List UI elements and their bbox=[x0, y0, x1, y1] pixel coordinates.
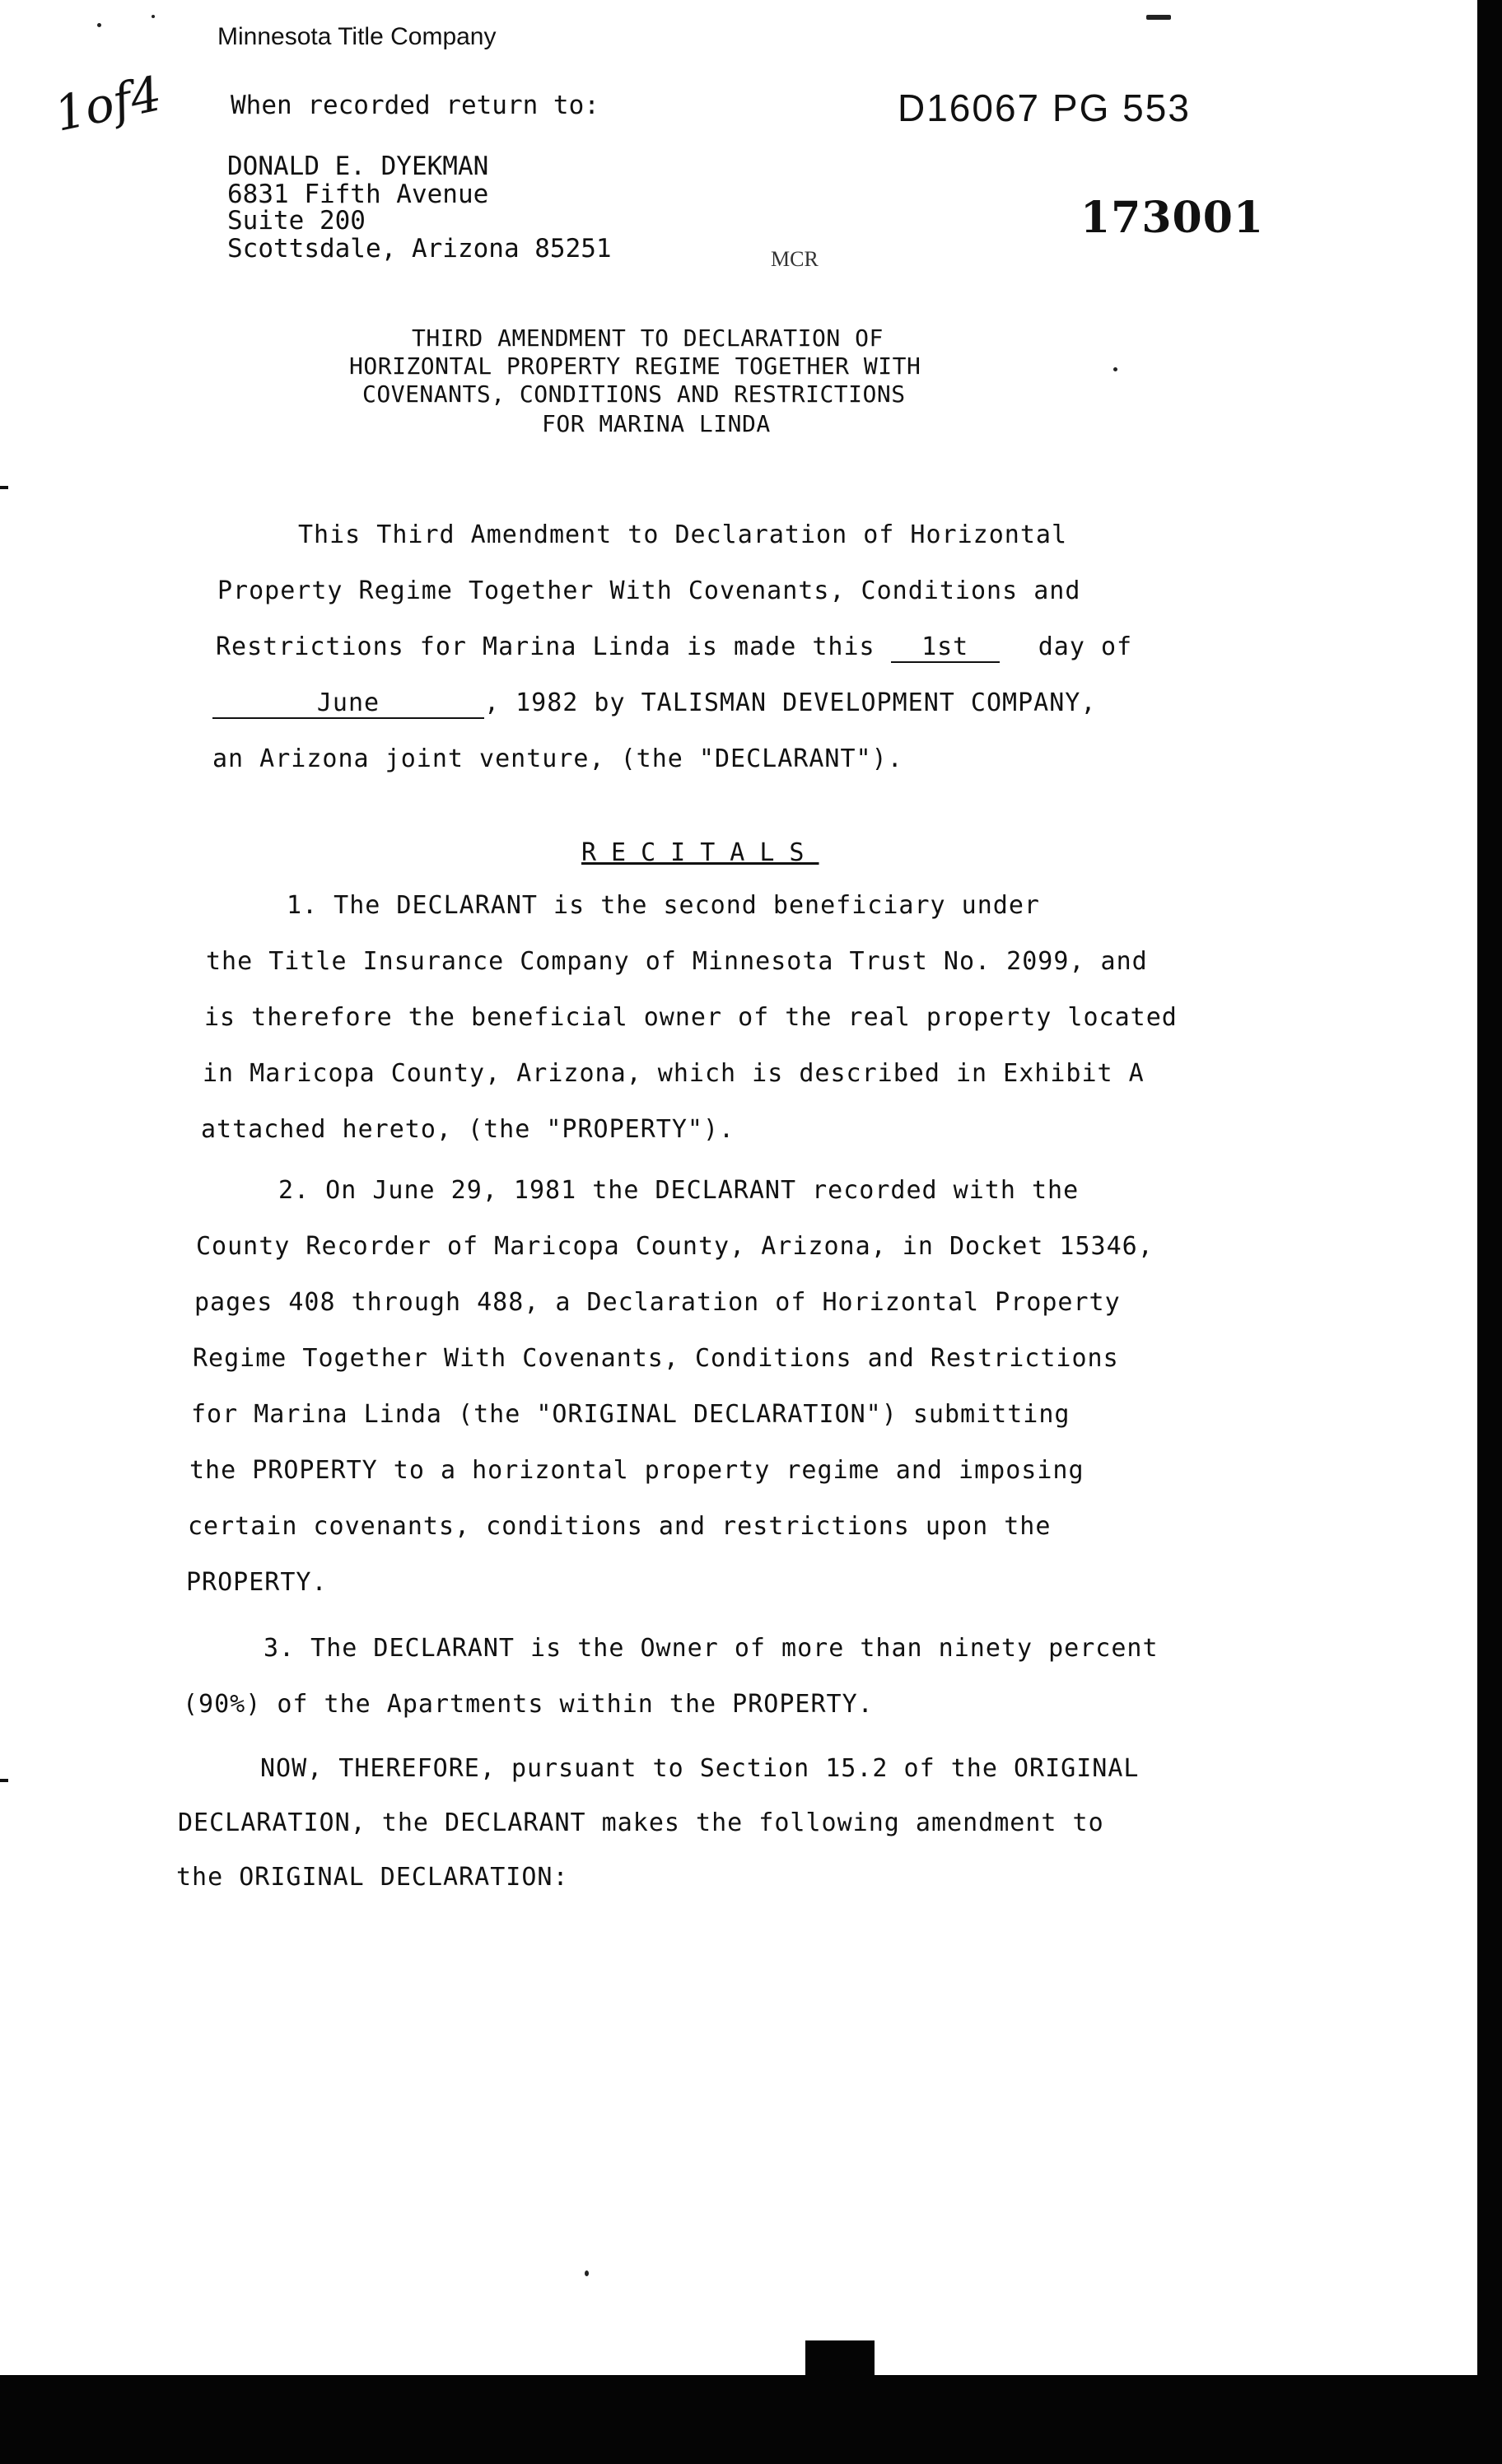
day-fill-in: 1st bbox=[891, 632, 1000, 663]
speck bbox=[1146, 15, 1171, 20]
intro-line-2: Property Regime Together With Covenants, Conditions and bbox=[217, 576, 1081, 605]
intro-line-4-text: , 1982 by TALISMAN DEVELOPMENT COMPANY, bbox=[484, 688, 1097, 717]
addressee-city: Scottsdale, Arizona 85251 bbox=[227, 234, 612, 264]
scan-artifact-notch bbox=[805, 2340, 875, 2464]
addressee-name: DONALD E. DYEKMAN bbox=[227, 152, 489, 181]
recorder-stamp: MCR bbox=[771, 247, 819, 271]
recital-2-line: pages 408 through 488, a Declaration of Horizontal Property bbox=[194, 1288, 1121, 1317]
recital-3-line: (90%) of the Apartments within the PROPERTY. bbox=[183, 1690, 874, 1719]
now-therefore-line: DECLARATION, the DECLARANT makes the following amendment to bbox=[178, 1808, 1104, 1837]
return-to-label: When recorded return to: bbox=[231, 91, 599, 120]
speck bbox=[97, 23, 101, 27]
document-title-line-4: FOR MARINA LINDA bbox=[542, 410, 771, 437]
speck bbox=[152, 15, 155, 18]
now-therefore-line: NOW, THEREFORE, pursuant to Section 15.2 of the ORIGINAL bbox=[260, 1754, 1140, 1783]
recital-1-line: is therefore the beneficial owner of the real property located bbox=[204, 1003, 1178, 1032]
intro-line-3-day-of: day of bbox=[1038, 632, 1133, 661]
recital-1-line: attached hereto, (the "PROPERTY"). bbox=[201, 1115, 735, 1144]
scan-border-bottom bbox=[0, 2375, 1502, 2464]
scan-border-right bbox=[1477, 0, 1502, 2464]
handwritten-page-mark: 1of4 bbox=[49, 65, 166, 142]
addressee-suite: Suite 200 bbox=[227, 206, 366, 236]
document-title-line-3: COVENANTS, CONDITIONS AND RESTRICTIONS bbox=[362, 380, 906, 408]
recital-2-line: certain covenants, conditions and restrictions upon the bbox=[188, 1512, 1052, 1541]
recital-1-line: 1. The DECLARANT is the second beneficiary under bbox=[287, 891, 1040, 920]
recital-2-line: PROPERTY. bbox=[186, 1568, 328, 1597]
speck bbox=[585, 2270, 589, 2276]
recital-2-line: the PROPERTY to a horizontal property regime and imposing bbox=[189, 1456, 1085, 1485]
now-therefore-line: the ORIGINAL DECLARATION: bbox=[176, 1863, 569, 1892]
document-title-line-1: THIRD AMENDMENT TO DECLARATION OF bbox=[412, 324, 884, 352]
title-company-stamp: Minnesota Title Company bbox=[217, 23, 497, 50]
document-title-line-2: HORIZONTAL PROPERTY REGIME TOGETHER WITH bbox=[349, 352, 921, 380]
recital-3-line: 3. The DECLARANT is the Owner of more than ninety percent bbox=[264, 1634, 1159, 1663]
recital-2-line: County Recorder of Maricopa County, Arizona, in Docket 15346, bbox=[196, 1232, 1154, 1261]
recital-2-line: 2. On June 29, 1981 the DECLARANT recorded with the bbox=[278, 1176, 1080, 1205]
scan-tick bbox=[0, 1779, 8, 1782]
intro-line-3-text: Restrictions for Marina Linda is made this bbox=[216, 632, 875, 661]
intro-line-5: an Arizona joint venture, (the "DECLARANT"). bbox=[212, 744, 903, 773]
recitals-heading: RECITALS bbox=[581, 838, 819, 867]
speck bbox=[1113, 367, 1117, 371]
intro-line-3 bbox=[216, 632, 1132, 663]
docket-page-reference: D16067 PG 553 bbox=[898, 86, 1191, 129]
scan-tick bbox=[0, 486, 8, 489]
addressee-street: 6831 Fifth Avenue bbox=[227, 180, 489, 209]
recording-number-stamp: 173001 bbox=[1080, 193, 1265, 243]
recital-1-line: the Title Insurance Company of Minnesota Trust No. 2099, and bbox=[206, 947, 1148, 976]
month-fill-in: June bbox=[212, 688, 484, 719]
recital-2-line: Regime Together With Covenants, Conditions and Restrictions bbox=[193, 1344, 1119, 1373]
recital-1-line: in Maricopa County, Arizona, which is described in Exhibit A bbox=[203, 1059, 1145, 1088]
intro-line-4 bbox=[212, 688, 1096, 719]
intro-line-1: This Third Amendment to Declaration of Horizontal bbox=[298, 520, 1068, 549]
recital-2-line: for Marina Linda (the "ORIGINAL DECLARATION") submitting bbox=[191, 1400, 1071, 1429]
